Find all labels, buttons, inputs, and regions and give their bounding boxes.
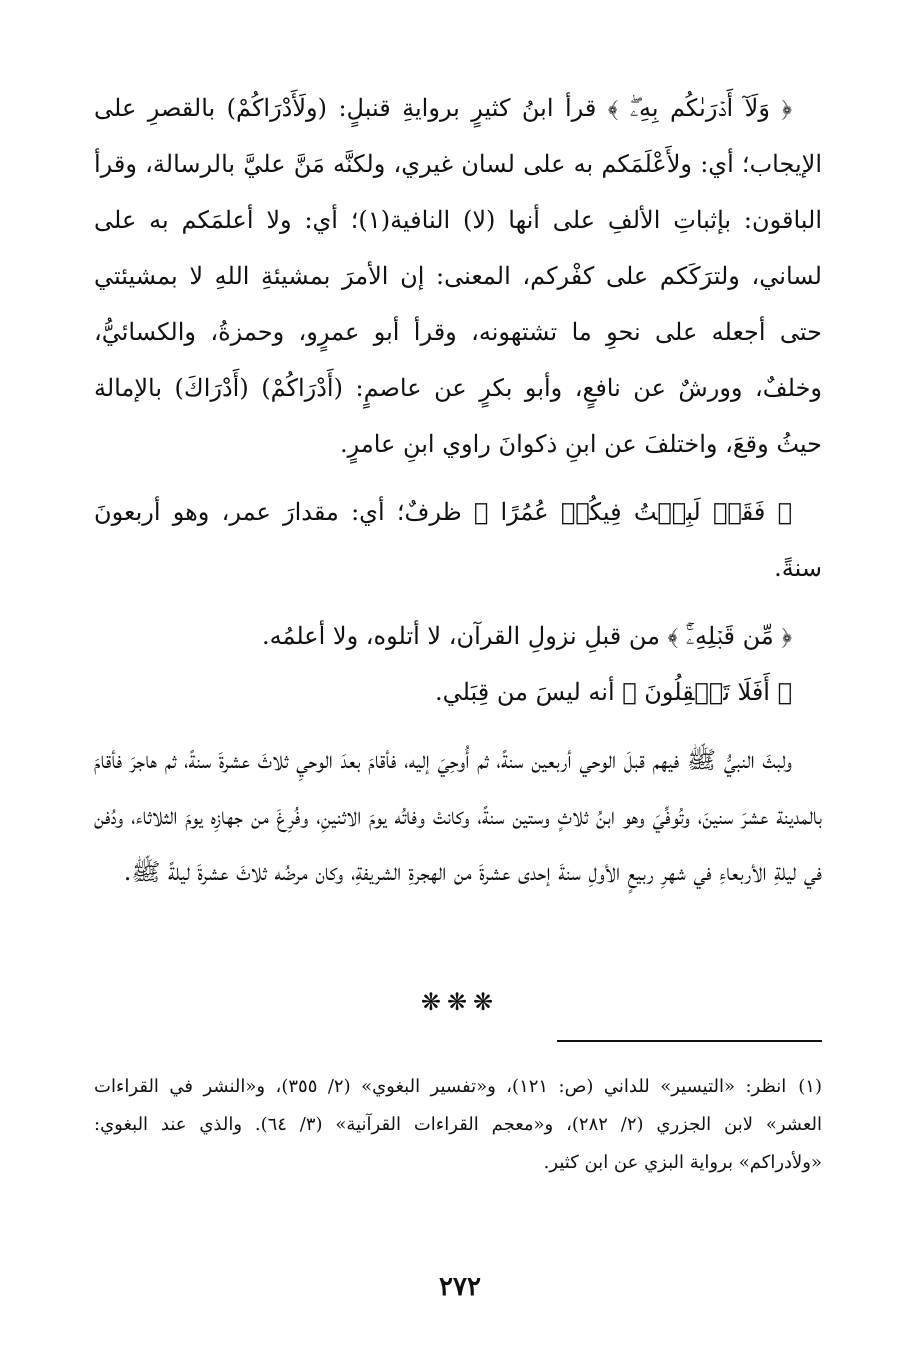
footnote-text: انظر: «التيسير» للداني (ص: ١٢١)، و«تفسير البغوي» (٢/ ٣٥٥)، و«النشر في القراءات العشر» لابن الجزري (٢/ ٢٨٢)، و«معجم القراءات القرآنية» (٣/ ٦٤). والذي عند البغوي: «ولأدراكم» برواية البزي عن ابن كثير. xyxy=(94,1076,822,1173)
footnote-separator xyxy=(557,1040,822,1042)
footnote-number: (١) xyxy=(798,1076,822,1097)
footnote-item xyxy=(94,1068,822,1182)
footnotes xyxy=(94,1068,822,1182)
paragraph-afala-taqilun: ﴿ أَفَلَا تَعۡقِلُونَ ﴾ أنه ليسَ من قِبَلي. xyxy=(434,678,792,706)
page-number: ٢٧٢ xyxy=(439,1272,481,1302)
paragraph-min-qablihi: ﴿ مِّن قَبۡلِهِۦٓۚ ﴾ من قبلِ نزولِ القرآن، لا أتلوه، ولا أعلمُه. xyxy=(261,622,792,650)
paragraph-qiraat: ﴿ وَلَآ أَدۡرَىٰكُم بِهِۦۖ ﴾ قرأ ابنُ كثيرٍ بروايةِ قنبلٍ: (ولَأَدْرَاكُمْ) بالقصرِ على الإيجاب؛ أي: ولأَعْلَمَكم به على لسان غيري، ولكنَّه مَنَّ عليَّ بالرسالة، وقرأ الباقون: بإثباتِ الألفِ على أنها (لا) النافية(١)؛ أي: ولا أعلمَكم به على لساني، ولترَكَكم على كفْركم، المعنى: إن الأمرَ بمشيئةِ اللهِ لا بمشيئتي حتى أجعله على نحوِ ما تشتهونه، وقرأ أبو عمرٍو، وحمزةُ، والكسائيُّ، وخلفٌ، وورشٌ عن نافعٍ، وأبو بكرٍ عن عاصمٍ: (أَدْرَاكُمْ) (أَدْرَاكَ) بالإمالة حيثُ وقعَ، واختلفَ عن ابنِ ذكوانَ راوي ابنِ عامرٍ. xyxy=(94,94,823,458)
section-divider: ❋❋❋ xyxy=(420,988,500,1016)
paragraph-umur: ﴿ فَقَدۡ لَبِثۡتُ فِيكُمۡ عُمُرًا ﴾ ظرفٌ؛ أي: مقدارَ عمر، وهو أربعونَ سنةً. xyxy=(94,498,822,582)
main-text xyxy=(94,80,822,900)
paragraph-prophet-life: ولبثَ النبيُّ ﷺ فيهم قبلَ الوحي أربعين سنةً، ثم أُوحِيَ إليه، فأقامَ بعدَ الوحيِ ثلاثَ عشرةَ سنةً، ثم هاجرَ فأقامَ بالمدينة عشرَ سنينَ، وتُوفِّيَ وهو ابنُ ثلاثٍ وستين سنةً، وكانتْ وفاتُه يومَ الاثنينِ، وفُرِغَ من جهازِه يومَ الثلاثاء، ودُفن في ليلةِ الأربعاءِ في شهرِ ربيعٍ الأولِ سنةَ إحدى عشرةَ من الهجرةِ الشريفةِ، وكان مرضُه ثلاثَ عشرةَ ليلةً ﷺ. xyxy=(94,746,822,886)
